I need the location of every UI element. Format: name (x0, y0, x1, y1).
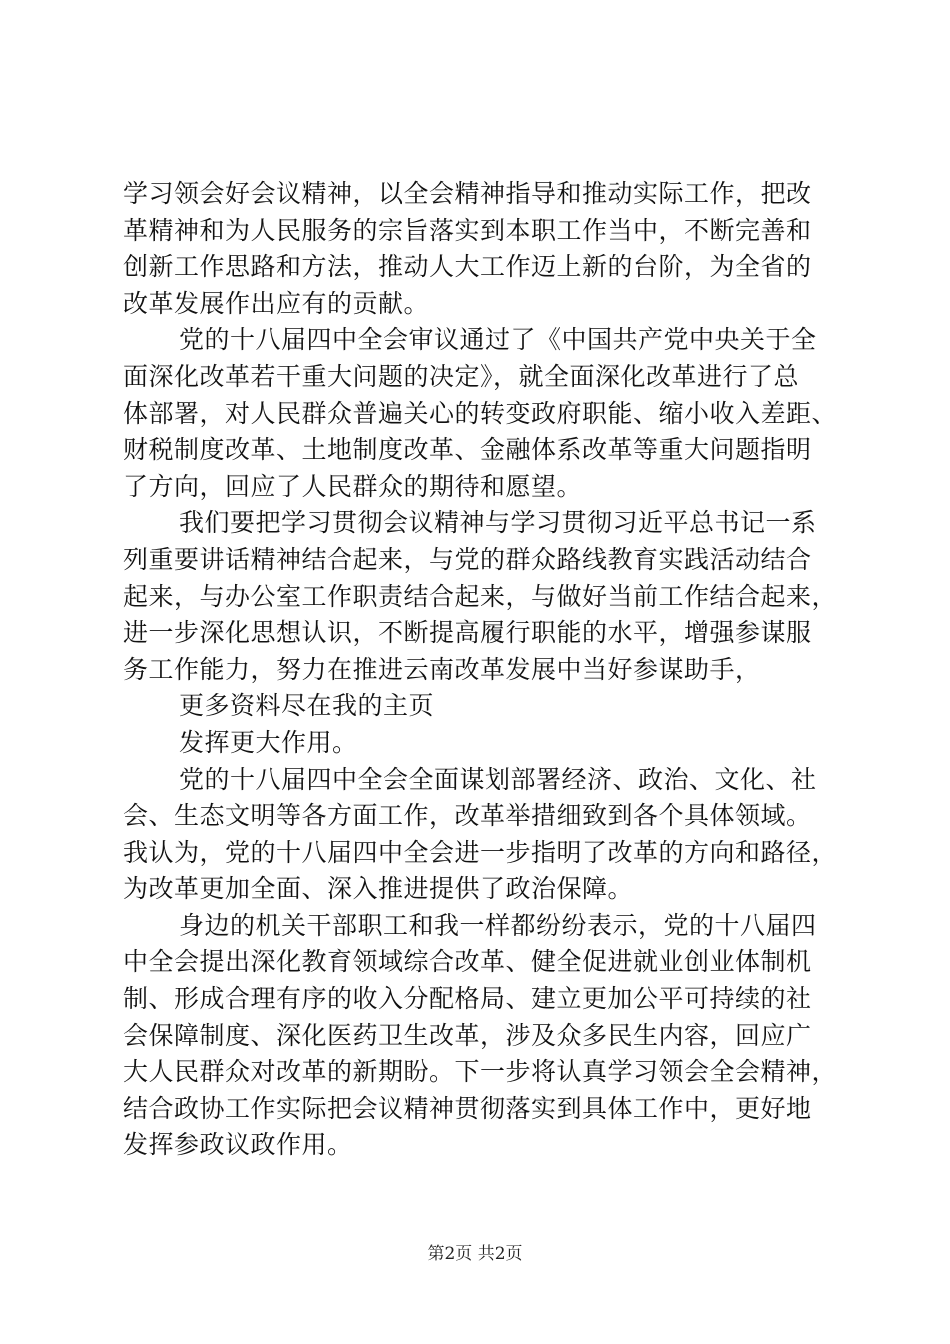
text-line: 发挥参政议政作用。 (123, 1130, 353, 1160)
text-line: 财税制度改革、土地制度改革、金融体系改革等重大问题指明 (123, 435, 812, 465)
document-body (123, 176, 838, 1164)
paragraph-first-line: 我们要把学习贯彻会议精神与学习贯彻习近平总书记一系 (179, 508, 817, 538)
text-line: 进一步深化思想认识，不断提高履行职能的水平，增强参谋服 (123, 618, 812, 648)
text-line: 列重要讲话精神结合起来，与党的群众路线教育实践活动结合 (123, 544, 812, 574)
text-line: 改革发展作出应有的贡献。 (123, 288, 430, 318)
text-line: 学习领会好会议精神，以全会精神指导和推动实际工作，把改 (123, 179, 812, 208)
text-line: 体部署，对人民群众普遍关心的转变政府职能、缩小收入差距、 (123, 398, 838, 428)
text-line: 大人民群众对改革的新期盼。下一步将认真学习领会全会精神， (123, 1057, 838, 1087)
paragraph-first-line: 更多资料尽在我的主页 (179, 691, 435, 721)
text-line: 中全会提出深化教育领域综合改革、健全促进就业创业体制机 (123, 947, 812, 977)
paragraph-first-line: 身边的机关干部职工和我一样都纷纷表示，党的十八届四 (179, 910, 817, 940)
text-line: 务工作能力，努力在推进云南改革发展中当好参谋助手， (123, 654, 761, 684)
paragraph-first-line: 党的十八届四中全会审议通过了《中国共产党中央关于全 (179, 325, 817, 355)
text-line: 制、形成合理有序的收入分配格局、建立更加公平可持续的社 (123, 984, 812, 1014)
paragraph-first-line: 发挥更大作用。 (179, 727, 358, 757)
text-line: 会、生态文明等各方面工作，改革举措细致到各个具体领域。 (123, 801, 812, 831)
text-line: 革精神和为人民服务的宗旨落实到本职工作当中，不断完善和 (123, 215, 812, 245)
paragraph-first-line: 党的十八届四中全会全面谋划部署经济、政治、文化、社 (179, 764, 817, 794)
text-line: 创新工作思路和方法，推动人大工作迈上新的台阶，为全省的 (123, 252, 812, 282)
text-line: 结合政协工作实际把会议精神贯彻落实到具体工作中，更好地 (123, 1093, 812, 1123)
text-line: 了方向，回应了人民群众的期待和愿望。 (123, 471, 583, 501)
text-line: 为改革更加全面、深入推进提供了政治保障。 (123, 874, 634, 904)
page-number-footer: 第2页 共2页 (427, 1244, 523, 1264)
text-line: 起来，与办公室工作职责结合起来，与做好当前工作结合起来， (123, 581, 838, 611)
text-line: 会保障制度、深化医药卫生改革，涉及众多民生内容，回应广 (123, 1020, 812, 1050)
text-line: 面深化改革若干重大问题的决定》，就全面深化改革进行了总 (123, 361, 800, 391)
text-line: 我认为，党的十八届四中全会进一步指明了改革的方向和路径， (123, 837, 838, 867)
